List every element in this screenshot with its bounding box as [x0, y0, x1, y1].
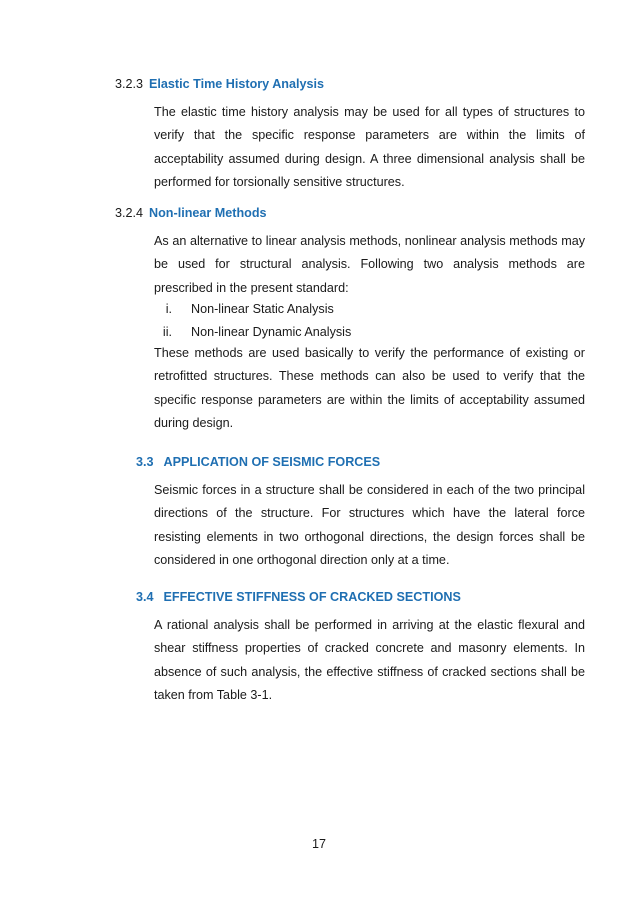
paragraph-seismic-forces: Seismic forces in a structure shall be considered in each of the two principal directions of the structure. For structures which have the lateral force resisting elements in two orthogonal directions, the design forces shall be considered in one orthogonal direction only at a time. — [154, 483, 585, 568]
heading-3-4 — [136, 590, 461, 604]
section-title: EFFECTIVE STIFFNESS OF CRACKED SECTIONS — [163, 590, 461, 604]
section-title: APPLICATION OF SEISMIC FORCES — [163, 455, 381, 469]
section-number: 3.3 — [136, 455, 154, 469]
section-number: 3.2.4 — [115, 206, 144, 220]
page-number: 17 — [311, 837, 326, 851]
paragraph-elastic-time-history: The elastic time history analysis may be used for all types of structures to verify that the specific response parameters are within the limits of acceptability assumed during design. A three dimensional analysis shall be performed for torsionally sensitive structures. — [154, 105, 585, 190]
section-title: Elastic Time History Analysis — [149, 77, 325, 91]
paragraph-effective-stiffness: A rational analysis shall be performed in arriving at the elastic flexural and shear stiffness properties of cracked concrete and masonry elements. In absence of such analysis, the effective stiffness of cracked sections shall be taken from Table 3-1. — [154, 618, 585, 703]
section-title: Non-linear Methods — [149, 206, 267, 220]
heading-3-2-3 — [115, 77, 324, 91]
section-number: 3.2.3 — [115, 77, 144, 91]
heading-3-3 — [136, 455, 380, 469]
list-item-text: Non-linear Dynamic Analysis — [191, 325, 352, 339]
list-item-number: i. — [165, 302, 172, 316]
heading-3-2-4 — [115, 206, 267, 220]
paragraph-nonlinear-intro: As an alternative to linear analysis methods, nonlinear analysis methods may be used for structural analysis. Following two analysis methods are prescribed in the present standard: — [154, 234, 585, 295]
list-item-text: Non-linear Static Analysis — [191, 302, 334, 316]
list-item-number: ii. — [162, 325, 172, 339]
paragraph-nonlinear-purpose: These methods are used basically to verify the performance of existing or retrofitted structures. These methods can also be used to verify that the specific response parameters are within the limits of acceptability assumed during design. — [154, 346, 585, 431]
section-number: 3.4 — [136, 590, 154, 604]
